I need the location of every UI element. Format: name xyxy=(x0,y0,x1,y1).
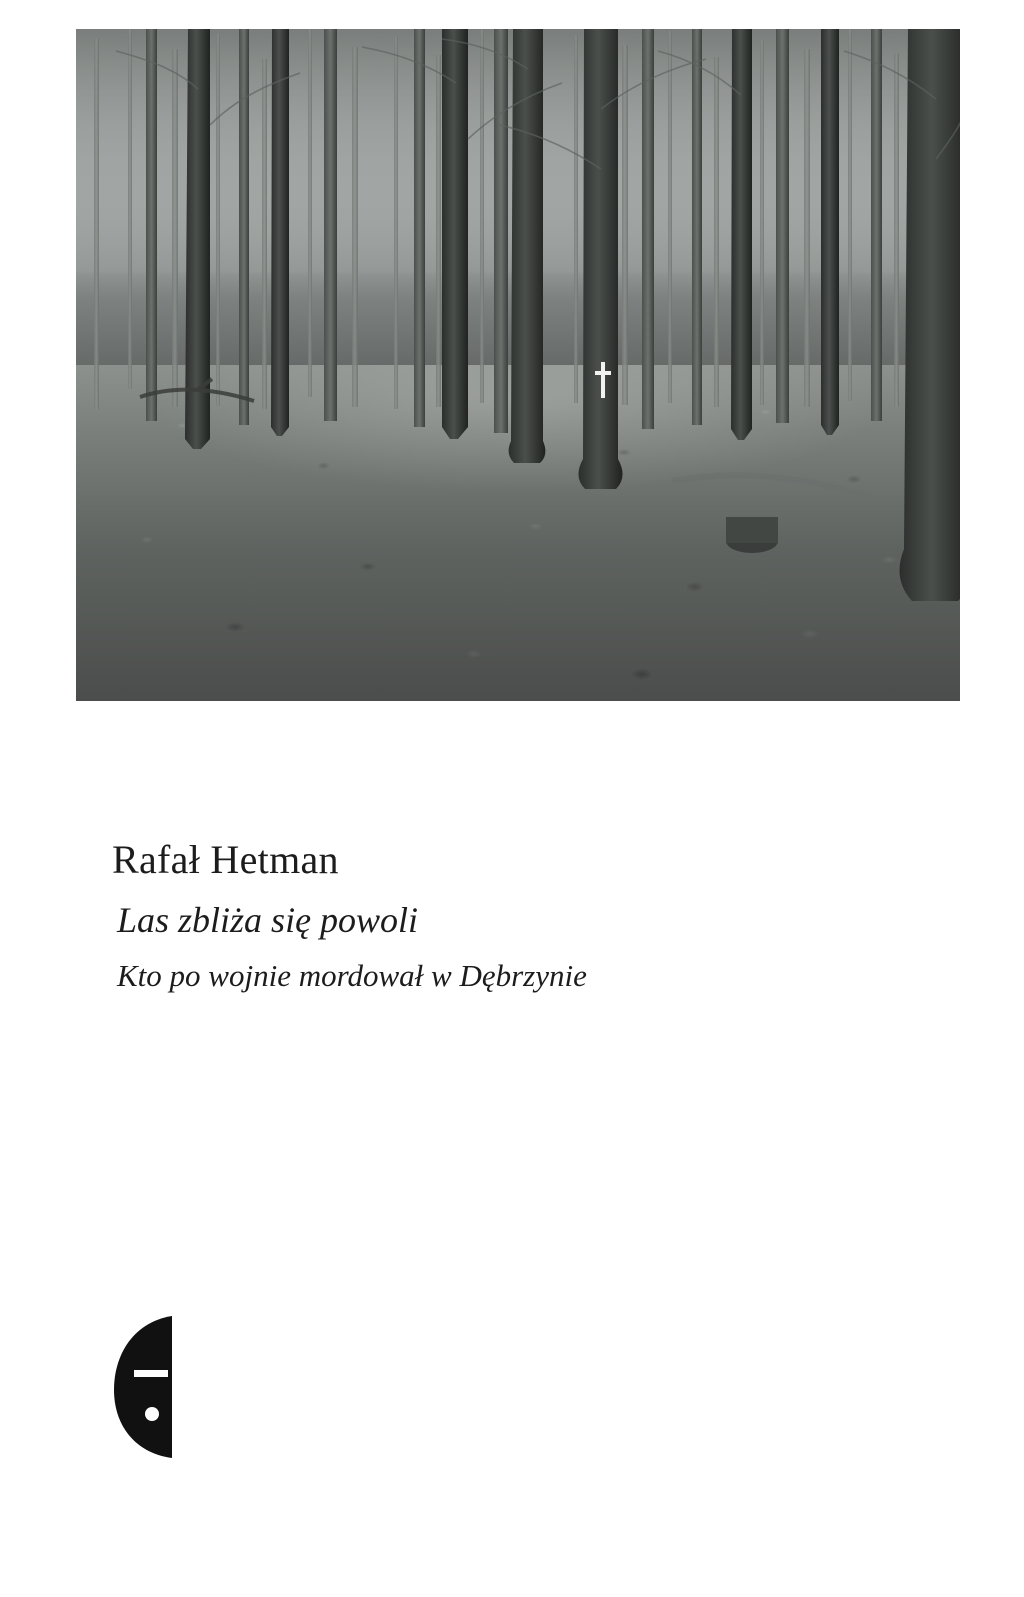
publisher-logo xyxy=(112,1310,178,1460)
cover-photo xyxy=(76,29,960,701)
wooden-cross-icon xyxy=(595,362,611,398)
book-subtitle: Kto po wojnie mordował w Dębrzynie xyxy=(117,958,587,994)
forest-trees-illustration xyxy=(76,29,960,701)
author-name: Rafał Hetman xyxy=(112,837,339,882)
cover-text-block xyxy=(112,838,912,995)
publisher-logo-label xyxy=(112,1460,113,1461)
czarne-logo-icon xyxy=(112,1310,178,1460)
book-title: Las zbliża się powoli xyxy=(117,900,419,940)
forest-photo-image xyxy=(76,29,960,701)
